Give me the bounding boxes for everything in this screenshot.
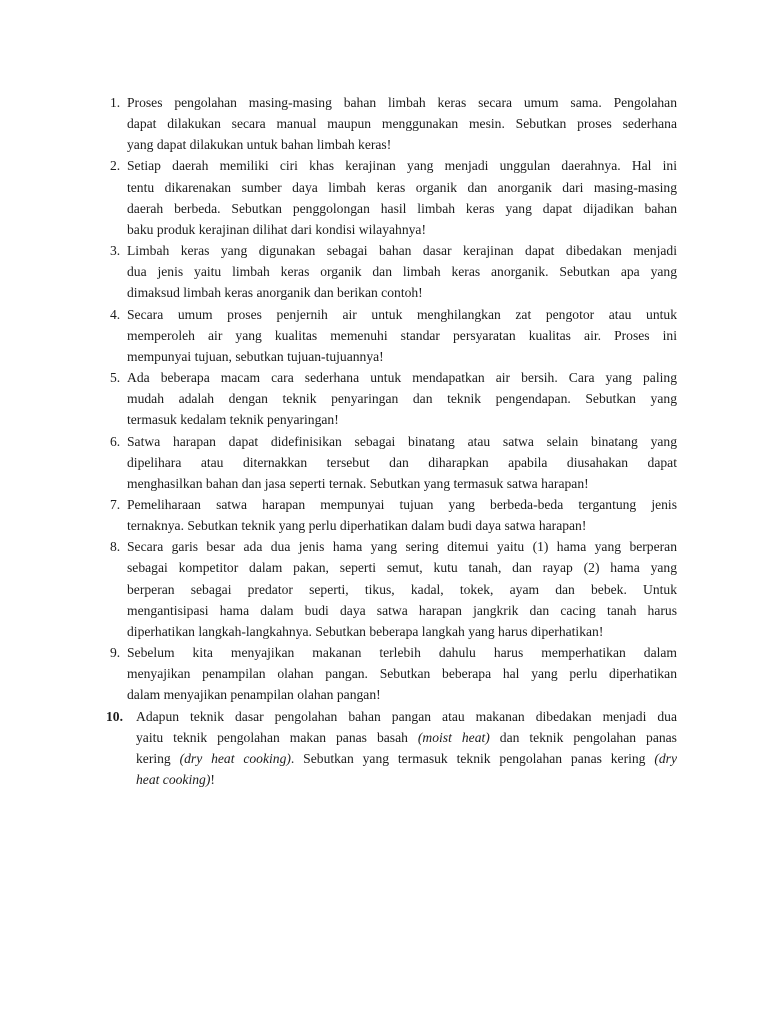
question-line: dua jenis yaitu limbah keras organik dan limbah keras anorganik. Sebutkan apa yang bbox=[127, 264, 677, 280]
question-line: termasuk kedalam teknik penyaringan! bbox=[127, 412, 339, 428]
question-item-6 bbox=[110, 431, 677, 494]
question-line: dipelihara atau diternakkan tersebut dan diharapkan apabila diusahakan dapat bbox=[127, 454, 677, 470]
question-text bbox=[127, 536, 677, 642]
question-line: kering (dry heat cooking). Sebutkan yang termasuk teknik pengolahan panas kering (dry bbox=[136, 750, 677, 766]
question-text bbox=[127, 304, 677, 367]
question-number: 2. bbox=[110, 158, 121, 174]
question-line: yaitu teknik pengolahan makan panas basah (moist heat) dan teknik pengolahan panas bbox=[136, 729, 677, 745]
question-number: 5. bbox=[110, 370, 121, 386]
question-item-4 bbox=[110, 304, 677, 367]
question-line: ternaknya. Sebutkan teknik yang perlu diperhatikan dalam budi daya satwa harapan! bbox=[127, 518, 587, 534]
question-line: dapat dilakukan secara manual maupun menggunakan mesin. Sebutkan proses sederhana bbox=[127, 116, 677, 132]
question-number: 1. bbox=[110, 95, 121, 110]
question-item-8 bbox=[110, 536, 677, 642]
question-line: Proses pengolahan masing-masing bahan limbah keras secara umum sama. Pengolahan bbox=[127, 95, 677, 110]
question-line: Satwa harapan dapat didefinisikan sebagai binatang atau satwa selain binatang yang bbox=[127, 433, 677, 449]
question-line: Secara umum proses penjernih air untuk menghilangkan zat pengotor atau untuk bbox=[127, 306, 677, 322]
question-line: mempunyai tujuan, sebutkan tujuan-tujuannya! bbox=[127, 348, 384, 364]
question-line: heat cooking)! bbox=[136, 772, 215, 787]
question-number: 9. bbox=[110, 645, 121, 661]
question-number: 4. bbox=[110, 306, 121, 322]
question-text bbox=[127, 92, 677, 155]
question-text bbox=[127, 367, 677, 430]
question-line: yang dapat dilakukan untuk bahan limbah keras! bbox=[127, 137, 392, 153]
question-line: sebagai kompetitor dalam pakan, seperti semut, kutu tanah, dan rayap (2) hama yang bbox=[127, 560, 677, 576]
question-line: tentu dikarenakan sumber daya limbah keras organik dan anorganik dari masing-masing bbox=[127, 179, 677, 195]
question-line: baku produk kerajinan dilihat dari kondisi wilayahnya! bbox=[127, 221, 426, 237]
question-item-10 bbox=[106, 706, 677, 791]
question-item-7 bbox=[110, 494, 677, 536]
question-text bbox=[127, 642, 677, 705]
question-line: menghasilkan bahan dan jasa seperti ternak. Sebutkan yang termasuk satwa harapan! bbox=[127, 475, 589, 491]
question-line: dalam menyajikan penampilan olahan pangan! bbox=[127, 687, 381, 703]
question-line: mudah adalah dengan teknik penyaringan dan teknik pengendapan. Sebutkan yang bbox=[127, 391, 677, 407]
question-line: Adapun teknik dasar pengolahan bahan pangan atau makanan dibedakan menjadi dua bbox=[136, 708, 677, 724]
question-line: Sebelum kita menyajikan makanan terlebih dahulu harus memperhatikan dalam bbox=[127, 645, 677, 661]
question-line: Ada beberapa macam cara sederhana untuk mendapatkan air bersih. Cara yang paling bbox=[127, 370, 677, 386]
question-text bbox=[127, 431, 677, 494]
question-line: diperhatikan langkah-langkahnya. Sebutkan beberapa langkah yang harus diperhatikan! bbox=[127, 623, 604, 639]
question-text bbox=[127, 155, 677, 240]
question-number: 8. bbox=[110, 539, 121, 555]
question-line: Secara garis besar ada dua jenis hama yang sering ditemui yaitu (1) hama yang berperan bbox=[127, 539, 677, 555]
question-line: menyajikan penampilan olahan pangan. Sebutkan beberapa hal yang perlu diperhatikan bbox=[127, 666, 677, 682]
question-line: berperan sebagai predator seperti, tikus, kadal, tokek, ayam dan bebek. Untuk bbox=[127, 581, 677, 597]
question-number: 6. bbox=[110, 433, 121, 449]
question-line: memperoleh air yang kualitas memenuhi standar persyaratan kualitas air. Proses ini bbox=[127, 327, 677, 343]
question-line: daerah berbeda. Sebutkan penggolongan hasil limbah keras yang dapat dijadikan bahan bbox=[127, 200, 677, 216]
question-item-1 bbox=[110, 92, 677, 155]
question-list bbox=[106, 92, 677, 790]
question-number: 3. bbox=[110, 243, 121, 259]
question-item-9 bbox=[110, 642, 677, 705]
question-item-3 bbox=[110, 240, 677, 303]
question-text bbox=[136, 706, 677, 791]
question-line: Limbah keras yang digunakan sebagai bahan dasar kerajinan dapat dibedakan menjadi bbox=[127, 243, 677, 259]
question-line: mengantisipasi hama dalam budi daya satwa harapan jangkrik dan cacing tanah harus bbox=[127, 602, 677, 618]
question-number: 7. bbox=[110, 496, 121, 512]
question-number: 10. bbox=[106, 708, 123, 724]
question-line: Setiap daerah memiliki ciri khas kerajinan yang menjadi unggulan daerahnya. Hal ini bbox=[127, 158, 677, 174]
question-line: Pemeliharaan satwa harapan mempunyai tujuan yang berbeda-beda tergantung jenis bbox=[127, 496, 677, 512]
question-text bbox=[127, 494, 677, 536]
question-item-2 bbox=[110, 155, 677, 240]
question-line: dimaksud limbah keras anorganik dan berikan contoh! bbox=[127, 285, 423, 301]
question-text bbox=[127, 240, 677, 303]
question-item-5 bbox=[110, 367, 677, 430]
